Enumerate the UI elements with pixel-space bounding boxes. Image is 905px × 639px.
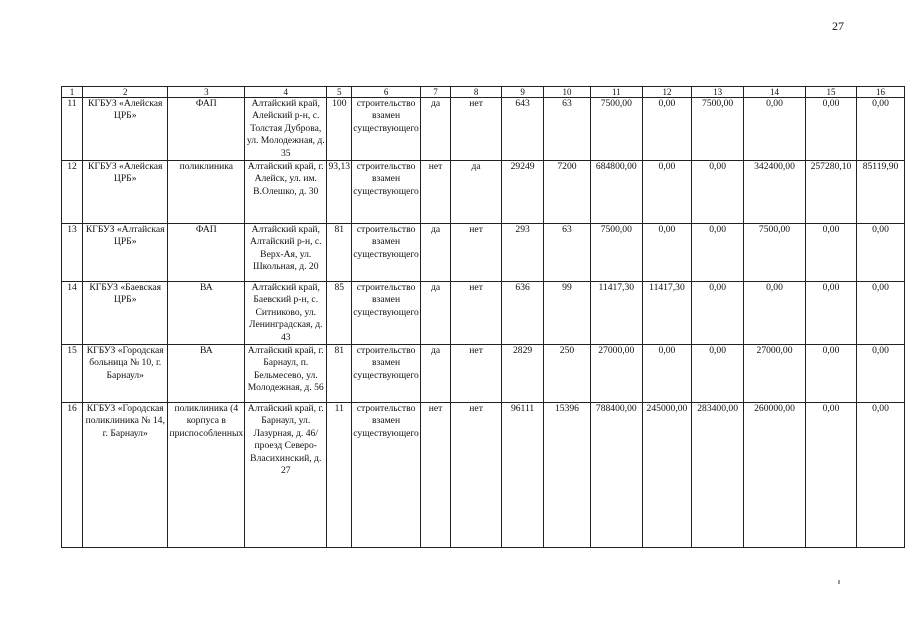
cell-col14: 0,00 bbox=[744, 282, 806, 345]
scan-speck bbox=[838, 580, 840, 584]
cell-col8: да bbox=[451, 161, 502, 224]
cell-col16: 0,00 bbox=[857, 282, 905, 345]
cell-col10: 250 bbox=[544, 345, 591, 403]
cell-col11: 27000,00 bbox=[590, 345, 642, 403]
header-row bbox=[62, 87, 905, 98]
cell-col8: нет bbox=[451, 345, 502, 403]
cell-col8: нет bbox=[451, 282, 502, 345]
header-cell: 12 bbox=[642, 87, 691, 98]
row-number: 16 bbox=[62, 403, 83, 548]
cell-col12: 0,00 bbox=[642, 345, 691, 403]
header-cell: 9 bbox=[502, 87, 544, 98]
address-cell: Алтайский край, Алейский р-н, с. Толстая Дуброва, ул. Молодежная, д. 35 bbox=[245, 98, 327, 161]
cell-col14: 0,00 bbox=[744, 98, 806, 161]
cell-col16: 0,00 bbox=[857, 224, 905, 282]
cell-col16: 85119,90 bbox=[857, 161, 905, 224]
cell-col15: 0,00 bbox=[805, 403, 856, 548]
header-cell: 5 bbox=[327, 87, 352, 98]
cell-col6: строительство взамен существующего bbox=[352, 345, 421, 403]
cell-col9: 29249 bbox=[502, 161, 544, 224]
cell-col12: 0,00 bbox=[642, 161, 691, 224]
cell-col11: 788400,00 bbox=[590, 403, 642, 548]
header-cell: 6 bbox=[352, 87, 421, 98]
facility-type-cell: поликлиника bbox=[168, 161, 245, 224]
cell-col11: 11417,30 bbox=[590, 282, 642, 345]
header-cell: 1 bbox=[62, 87, 83, 98]
header-cell: 14 bbox=[744, 87, 806, 98]
cell-col13: 0,00 bbox=[692, 345, 744, 403]
cell-col7: нет bbox=[420, 403, 450, 548]
cell-col13: 0,00 bbox=[692, 161, 744, 224]
facility-type-cell: ФАП bbox=[168, 98, 245, 161]
table-row bbox=[62, 98, 905, 161]
cell-col10: 63 bbox=[544, 224, 591, 282]
institution-cell: КГБУЗ «Городская больница № 10, г. Барнаул» bbox=[82, 345, 167, 403]
cell-col13: 0,00 bbox=[692, 282, 744, 345]
cell-col6: строительство взамен существующего bbox=[352, 403, 421, 548]
cell-col7: да bbox=[420, 224, 450, 282]
cell-col11: 7500,00 bbox=[590, 98, 642, 161]
cell-col9: 636 bbox=[502, 282, 544, 345]
table-row bbox=[62, 282, 905, 345]
cell-col6: строительство взамен существующего bbox=[352, 161, 421, 224]
cell-col8: нет bbox=[451, 224, 502, 282]
cell-col11: 684800,00 bbox=[590, 161, 642, 224]
cell-col6: строительство взамен существующего bbox=[352, 224, 421, 282]
address-cell: Алтайский край, Баевский р-н, с. Ситниково, ул. Ленинградская, д. 43 bbox=[245, 282, 327, 345]
facility-type-cell: ФАП bbox=[168, 224, 245, 282]
cell-col10: 63 bbox=[544, 98, 591, 161]
cell-col10: 15396 bbox=[544, 403, 591, 548]
cell-col16: 0,00 bbox=[857, 345, 905, 403]
table-row bbox=[62, 161, 905, 224]
cell-col9: 2829 bbox=[502, 345, 544, 403]
institution-cell: КГБУЗ «Алейская ЦРБ» bbox=[82, 98, 167, 161]
row-number: 14 bbox=[62, 282, 83, 345]
cell-col12: 0,00 bbox=[642, 224, 691, 282]
cell-col13: 283400,00 bbox=[692, 403, 744, 548]
row-number: 12 bbox=[62, 161, 83, 224]
facility-type-cell: поликлиника (4 корпуса в приспособленных bbox=[168, 403, 245, 548]
institution-cell: КГБУЗ «Алейская ЦРБ» bbox=[82, 161, 167, 224]
cell-col12: 11417,30 bbox=[642, 282, 691, 345]
institution-cell: КГБУЗ «Городская поликлиника № 14, г. Барнаул» bbox=[82, 403, 167, 548]
header-cell: 8 bbox=[451, 87, 502, 98]
cell-col15: 0,00 bbox=[805, 345, 856, 403]
cell-col13: 7500,00 bbox=[692, 98, 744, 161]
table-row bbox=[62, 224, 905, 282]
row-number: 13 bbox=[62, 224, 83, 282]
institution-cell: КГБУЗ «Алтайская ЦРБ» bbox=[82, 224, 167, 282]
cell-col5: 93,13 bbox=[327, 161, 352, 224]
cell-col14: 27000,00 bbox=[744, 345, 806, 403]
cell-col5: 11 bbox=[327, 403, 352, 548]
cell-col14: 260000,00 bbox=[744, 403, 806, 548]
cell-col5: 81 bbox=[327, 345, 352, 403]
cell-col15: 0,00 bbox=[805, 224, 856, 282]
cell-col14: 7500,00 bbox=[744, 224, 806, 282]
cell-col6: строительство взамен существующего bbox=[352, 98, 421, 161]
cell-col16: 0,00 bbox=[857, 98, 905, 161]
facility-type-cell: ВА bbox=[168, 282, 245, 345]
cell-col9: 643 bbox=[502, 98, 544, 161]
cell-col10: 99 bbox=[544, 282, 591, 345]
header-cell: 16 bbox=[857, 87, 905, 98]
address-cell: Алтайский край, Алтайский р-н, с. Верх-Ая, ул. Школьная, д. 20 bbox=[245, 224, 327, 282]
cell-col5: 100 bbox=[327, 98, 352, 161]
cell-col16: 0,00 bbox=[857, 403, 905, 548]
address-cell: Алтайский край, г. Барнаул, п. Бельмесево, ул. Молодежная, д. 56 bbox=[245, 345, 327, 403]
cell-col7: да bbox=[420, 282, 450, 345]
cell-col11: 7500,00 bbox=[590, 224, 642, 282]
cell-col13: 0,00 bbox=[692, 224, 744, 282]
cell-col10: 7200 bbox=[544, 161, 591, 224]
cell-col8: нет bbox=[451, 98, 502, 161]
page-number: 27 bbox=[832, 19, 844, 33]
address-cell: Алтайский край, г. Алейск, ул. им. В.Олешко, д. 30 bbox=[245, 161, 327, 224]
cell-col12: 0,00 bbox=[642, 98, 691, 161]
facility-type-cell: ВА bbox=[168, 345, 245, 403]
cell-col15: 257280,10 bbox=[805, 161, 856, 224]
cell-col9: 293 bbox=[502, 224, 544, 282]
header-cell: 2 bbox=[82, 87, 167, 98]
cell-col15: 0,00 bbox=[805, 98, 856, 161]
facilities-table bbox=[61, 86, 905, 548]
header-cell: 11 bbox=[590, 87, 642, 98]
cell-col7: нет bbox=[420, 161, 450, 224]
header-cell: 3 bbox=[168, 87, 245, 98]
row-number: 15 bbox=[62, 345, 83, 403]
cell-col7: да bbox=[420, 98, 450, 161]
cell-col5: 85 bbox=[327, 282, 352, 345]
cell-col9: 96111 bbox=[502, 403, 544, 548]
header-cell: 13 bbox=[692, 87, 744, 98]
cell-col7: да bbox=[420, 345, 450, 403]
header-cell: 10 bbox=[544, 87, 591, 98]
header-cell: 15 bbox=[805, 87, 856, 98]
institution-cell: КГБУЗ «Баевская ЦРБ» bbox=[82, 282, 167, 345]
table-row bbox=[62, 345, 905, 403]
address-cell: Алтайский край, г. Барнаул, ул. Лазурная, д. 46/проезд Северо-Власихинский, д. 27 bbox=[245, 403, 327, 548]
table-row bbox=[62, 403, 905, 548]
cell-col8: нет bbox=[451, 403, 502, 548]
header-cell: 4 bbox=[245, 87, 327, 98]
cell-col15: 0,00 bbox=[805, 282, 856, 345]
cell-col14: 342400,00 bbox=[744, 161, 806, 224]
cell-col12: 245000,00 bbox=[642, 403, 691, 548]
header-cell: 7 bbox=[420, 87, 450, 98]
cell-col5: 81 bbox=[327, 224, 352, 282]
cell-col6: строительство взамен существующего bbox=[352, 282, 421, 345]
row-number: 11 bbox=[62, 98, 83, 161]
